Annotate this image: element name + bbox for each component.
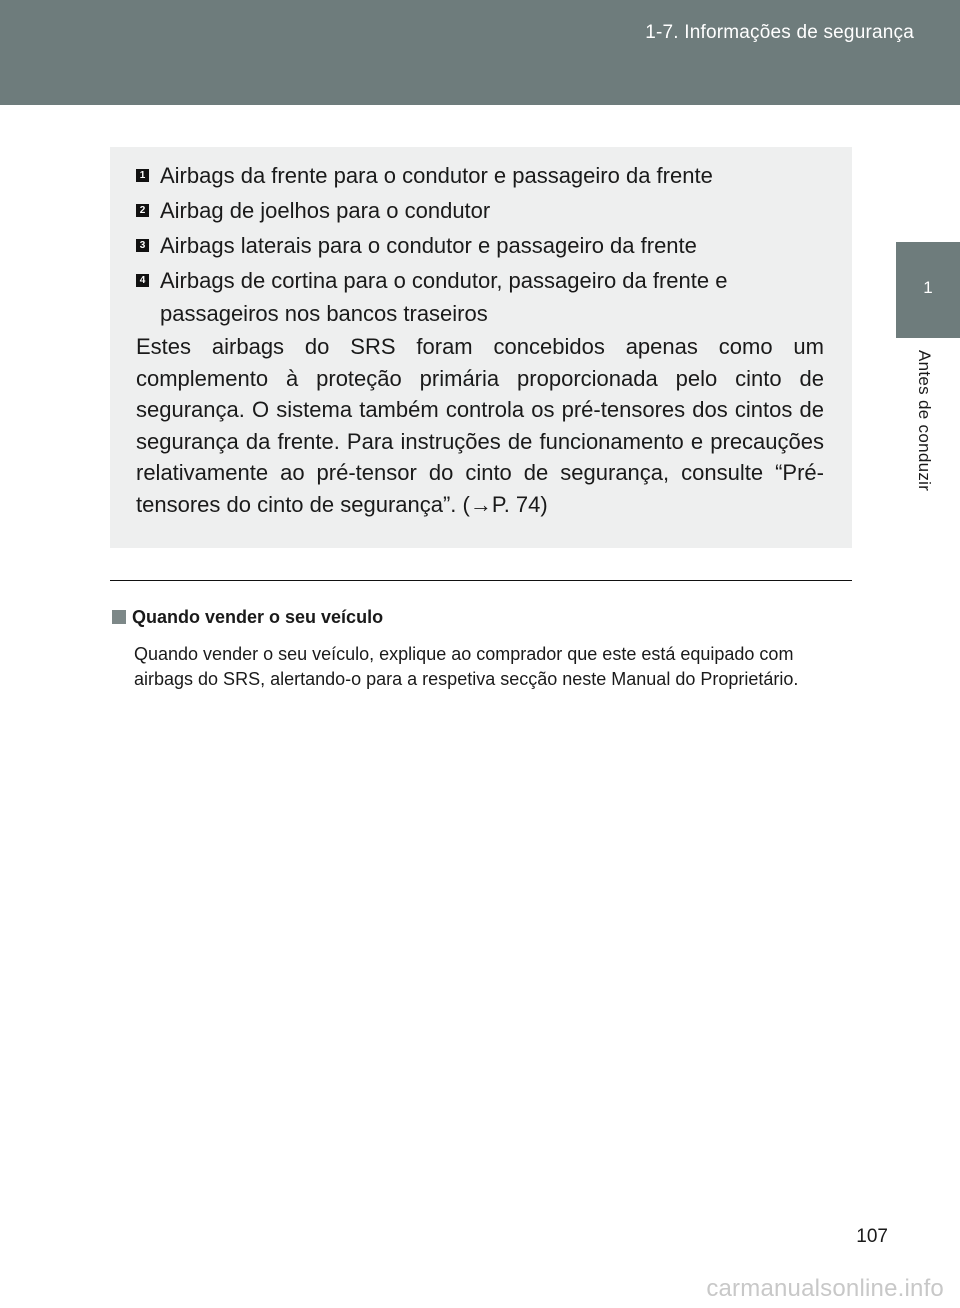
airbag-info-box [110,147,852,548]
airbag-description: Estes airbags do SRS foram concebidos apenas como um complemento à proteção primária proporcionada pelo cinto de segurança. O sistema também controla os pré-tensores dos cintos de segurança da frente. Para instruções de funcionamento e precauções relativamente ao pré-tensor do cinto de segurança, consulte “Pré-tensores do cinto de segurança”. (→P. 74) [136,334,824,517]
section-divider [110,580,852,581]
page-number: 107 [856,1226,888,1247]
number-badge: 2 [136,204,149,217]
chapter-number: 1 [923,278,933,297]
note-heading [112,607,383,628]
number-badge: 4 [136,274,149,287]
chapter-tab [896,242,960,338]
number-badge: 3 [136,239,149,252]
list-item-text: Airbag de joelhos para o condutor [160,198,491,223]
list-item-text: Airbags de cortina para o condutor, passageiro da frente e passageiros nos bancos traseiros [160,268,728,326]
watermark: carmanualsonline.info [706,1275,944,1302]
list-item-text: Airbags da frente para o condutor e passageiro da frente [160,163,713,188]
header-bar [0,0,960,105]
section-title: 1-7. Informações de segurança [645,22,914,43]
square-bullet-icon [112,610,126,624]
chapter-label: Antes de conduzir [915,350,934,492]
note-heading-text: Quando vender o seu veículo [132,607,384,627]
number-badge: 1 [136,169,149,182]
list-item-text: Airbags laterais para o condutor e passageiro da frente [160,233,697,258]
note-body: Quando vender o seu veículo, explique ao comprador que este está equipado com airbags do SRS, alertando-o para a respetiva secção neste Manual do Proprietário. [134,644,799,689]
